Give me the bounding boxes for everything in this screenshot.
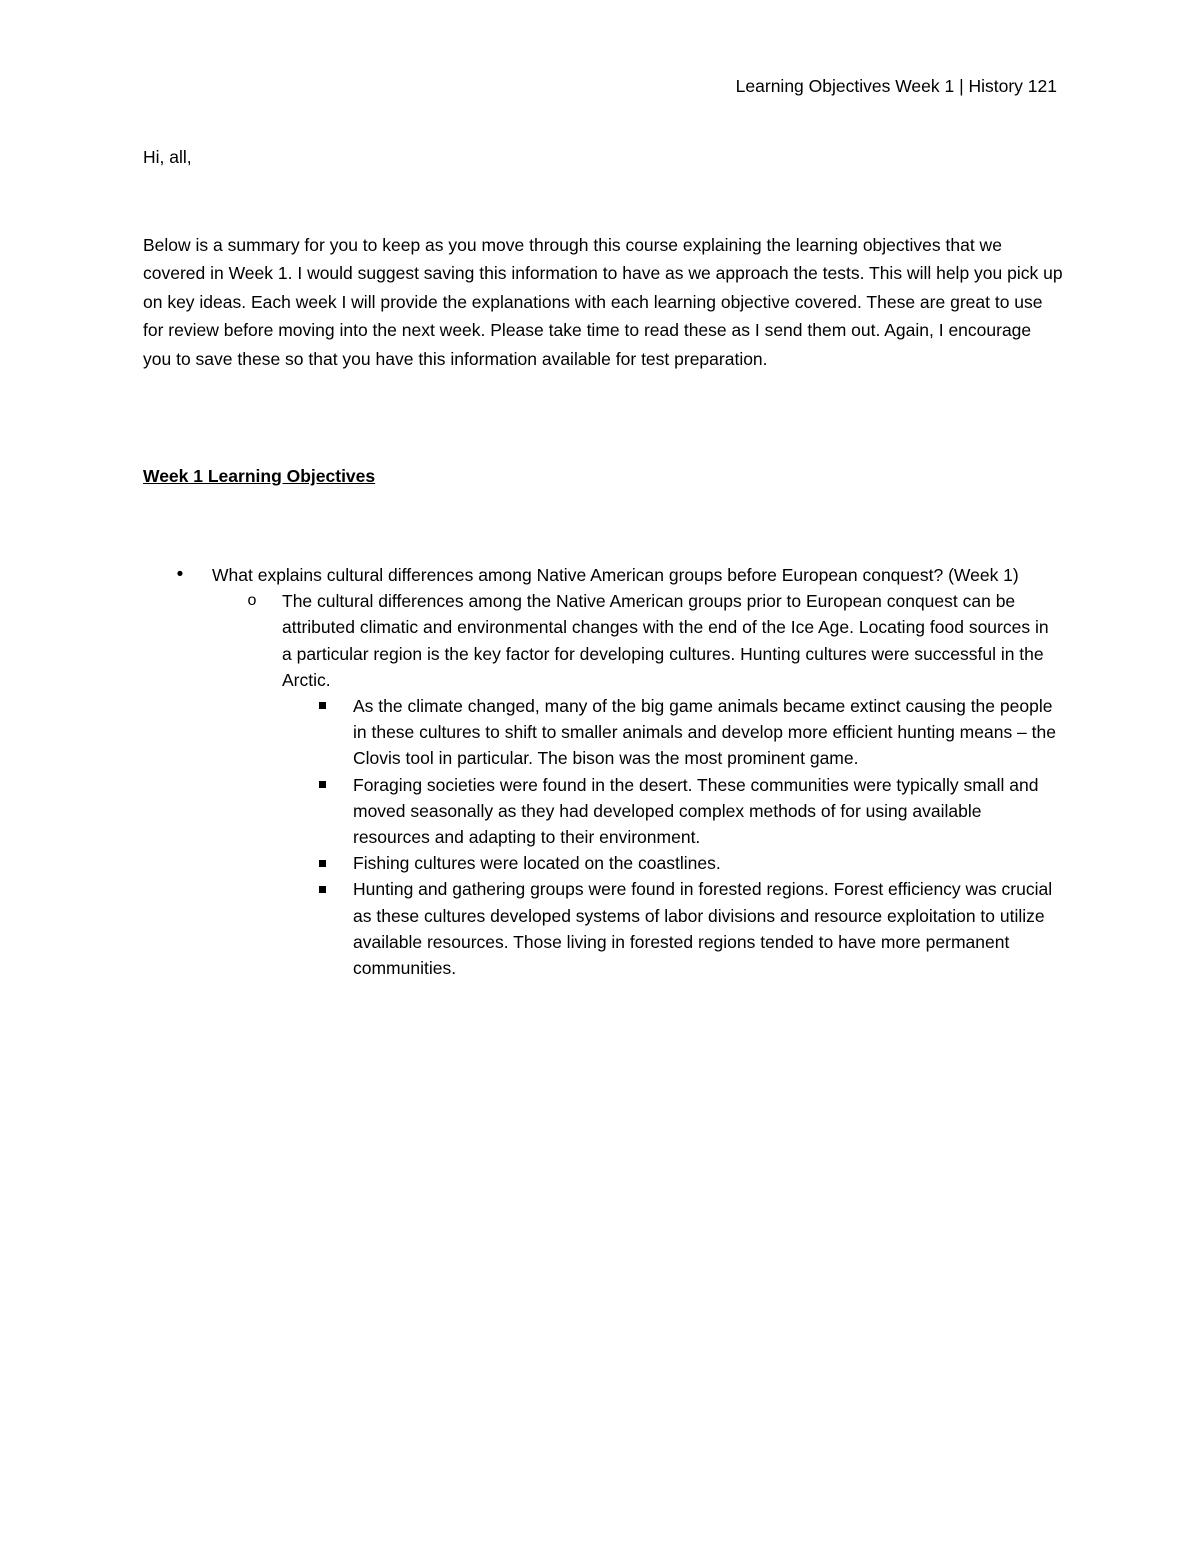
square-bullet-icon [312, 850, 332, 876]
bullet-icon: • [176, 564, 184, 585]
square-bullet-icon [312, 693, 332, 719]
detail-item [282, 693, 1063, 772]
objective-item [143, 562, 1063, 588]
detail-item [282, 772, 1063, 851]
answer-item [212, 588, 1063, 693]
objective-question: What explains cultural differences among Native American groups before European conquest? (Week 1) [212, 565, 1019, 585]
circle-bullet-icon: o [247, 592, 257, 610]
objectives-list [143, 562, 1063, 981]
answer-text: The cultural differences among the Native American groups prior to European conquest can be attributed climatic and environmental changes with the end of the Ice Age. Locating food sources in a particular region is the key factor for developing cultures. Hunting cultures were successful in the Arctic. [282, 591, 1049, 690]
detail-text: Foraging societies were found in the desert. These communities were typically small and moved seasonally as they had developed complex methods of for using available resources and adapting to their environment. [353, 774, 1039, 848]
detail-text: Hunting and gathering groups were found in forested regions. Forest efficiency was crucial as these cultures developed systems of labor divisions and resource exploitation to utilize available resources. Those living in forested regions tended to have more permanent communities. [353, 879, 1053, 979]
detail-text: Fishing cultures were located on the coastlines. [353, 853, 721, 874]
detail-text: As the climate changed, many of the big game animals became extinct causing the people in these cultures to shift to smaller animals and develop more efficient hunting means – the Clovis tool in particular. The bison was the most prominent game. [353, 696, 1056, 769]
section-title: Week 1 Learning Objectives [143, 466, 376, 486]
square-bullet-icon [312, 876, 332, 902]
detail-item [282, 850, 1063, 876]
greeting: Hi, all, [143, 147, 192, 167]
intro-paragraph: Below is a summary for you to keep as you move through this course explaining the learning objectives that we covered in Week 1. I would suggest saving this information to have as we approach the tests. This will help you pick up on key ideas. Each week I will provide the explanations with each learning objective covered. These are great to use for review before moving into the next week. Please take time to read these as I send them out. Again, I encourage you to save these so that you have this information available for test preparation. [143, 235, 1063, 369]
square-bullet-icon [312, 772, 332, 798]
page-header: Learning Objectives Week 1 | History 121 [735, 76, 1057, 96]
detail-item [282, 876, 1063, 981]
